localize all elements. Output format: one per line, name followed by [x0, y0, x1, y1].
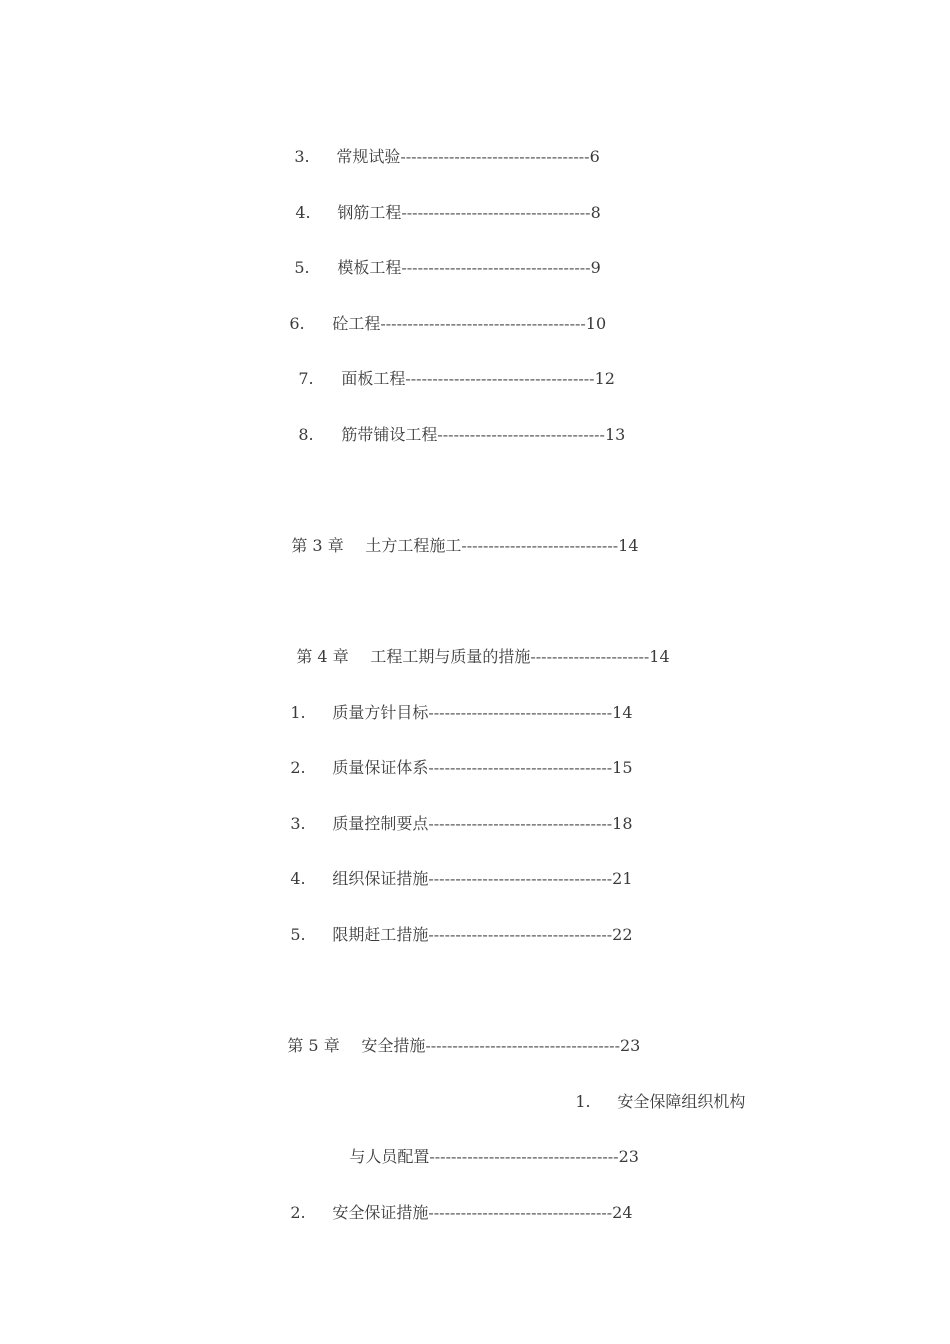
toc-entry-number: 5.	[290, 925, 306, 944]
toc-entry[interactable]	[270, 683, 633, 743]
toc-entry[interactable]	[278, 349, 615, 409]
toc-chapter-number: 第 3 章	[291, 536, 344, 555]
toc-chapter-title: 土方工程施工	[365, 536, 462, 555]
toc-entry-title: 质量控制要点	[332, 814, 429, 833]
toc-chapter-number: 第 5 章	[287, 1036, 340, 1055]
toc-entry-leader: ----------------------------------	[428, 869, 613, 888]
toc-entry-page: 10	[585, 314, 607, 333]
toc-entry-title: 质量方针目标	[332, 703, 429, 722]
toc-entry[interactable]	[274, 238, 601, 298]
toc-entry-continuation[interactable]	[329, 1127, 639, 1187]
toc-entry[interactable]	[278, 405, 625, 465]
toc-entry-page: 22	[612, 925, 633, 944]
toc-entry-page: 21	[612, 869, 633, 888]
toc-entry[interactable]	[270, 905, 633, 965]
toc-entry-title: 组织保证措施	[332, 869, 429, 888]
toc-entry-title: 常规试验	[336, 147, 401, 166]
toc-entry-number: 7.	[298, 369, 314, 388]
toc-entry-number: 4.	[290, 869, 306, 888]
toc-entry-number: 2.	[290, 758, 306, 777]
toc-entry-leader: -----------------------------------	[401, 203, 591, 222]
toc-entry-leader: -------------------------------	[437, 425, 605, 444]
toc-chapter[interactable]	[271, 516, 639, 576]
toc-chapter-leader: ------------------------------------	[425, 1036, 620, 1055]
toc-entry-number: 8.	[298, 425, 314, 444]
toc-entry-number: 1.	[575, 1092, 591, 1111]
toc-entry-page: 14	[612, 703, 633, 722]
toc-entry-leader: ----------------------------------	[428, 925, 613, 944]
toc-entry-title: 安全保障组织机构	[617, 1092, 746, 1111]
toc-entry-number: 3.	[290, 814, 306, 833]
toc-entry-page: 13	[604, 425, 626, 444]
toc-entry-number: 5.	[294, 258, 310, 277]
toc-entry-number: 4.	[295, 203, 311, 222]
toc-entry-title: 砼工程	[332, 314, 381, 333]
toc-entry-leader: --------------------------------------	[380, 314, 586, 333]
toc-entry[interactable]	[270, 794, 633, 854]
toc-entry-title: 限期赶工措施	[332, 925, 429, 944]
toc-entry-leader: -----------------------------------	[401, 258, 591, 277]
toc-entry-title: 质量保证体系	[332, 758, 429, 777]
toc-chapter[interactable]	[276, 627, 670, 687]
toc-entry-title: 钢筋工程	[337, 203, 402, 222]
toc-entry-title: 与人员配置	[349, 1147, 430, 1166]
toc-entry-leader: -----------------------------------	[429, 1147, 619, 1166]
toc-entry-page: 9	[590, 258, 601, 277]
toc-entry-number: 3.	[294, 147, 310, 166]
toc-entry-leader: ----------------------------------	[428, 758, 613, 777]
toc-entry-title: 筋带铺设工程	[341, 425, 438, 444]
toc-entry[interactable]	[270, 1183, 633, 1243]
toc-entry-page: 8	[590, 203, 601, 222]
toc-entry[interactable]	[270, 849, 633, 909]
toc-entry-leader: ----------------------------------	[428, 814, 613, 833]
toc-entry-page: 12	[594, 369, 615, 388]
toc-entry-number: 6.	[289, 314, 305, 333]
toc-entry-number: 1.	[290, 703, 306, 722]
toc-chapter[interactable]	[267, 1016, 640, 1076]
toc-entry-leader: -----------------------------------	[400, 147, 590, 166]
toc-entry-leader: ----------------------------------	[428, 1203, 613, 1222]
toc-chapter-page: 14	[649, 647, 670, 666]
toc-chapter-page: 14	[618, 536, 639, 555]
toc-entry-page: 18	[612, 814, 633, 833]
toc-entry-title: 安全保证措施	[332, 1203, 429, 1222]
toc-entry-title: 模板工程	[337, 258, 402, 277]
toc-chapter-leader: -----------------------------	[461, 536, 619, 555]
toc-entry-number: 2.	[290, 1203, 306, 1222]
toc-entry-leader: ----------------------------------	[428, 703, 613, 722]
toc-entry[interactable]	[274, 127, 600, 187]
toc-chapter-leader: ----------------------	[530, 647, 650, 666]
toc-entry-page: 15	[612, 758, 633, 777]
toc-chapter-title: 安全措施	[361, 1036, 426, 1055]
toc-entry-page: 24	[612, 1203, 633, 1222]
toc-entry[interactable]	[555, 1072, 745, 1132]
toc-entry[interactable]	[275, 183, 601, 243]
toc-chapter-page: 23	[619, 1036, 641, 1055]
toc-entry-page: 6	[589, 147, 600, 166]
toc-chapter-number: 第 4 章	[296, 647, 349, 666]
toc-entry-page: 23	[618, 1147, 639, 1166]
toc-entry[interactable]	[270, 738, 633, 798]
toc-entry-title: 面板工程	[341, 369, 406, 388]
toc-entry[interactable]	[269, 294, 606, 354]
toc-chapter-title: 工程工期与质量的措施	[370, 647, 531, 666]
toc-entry-leader: -----------------------------------	[405, 369, 595, 388]
